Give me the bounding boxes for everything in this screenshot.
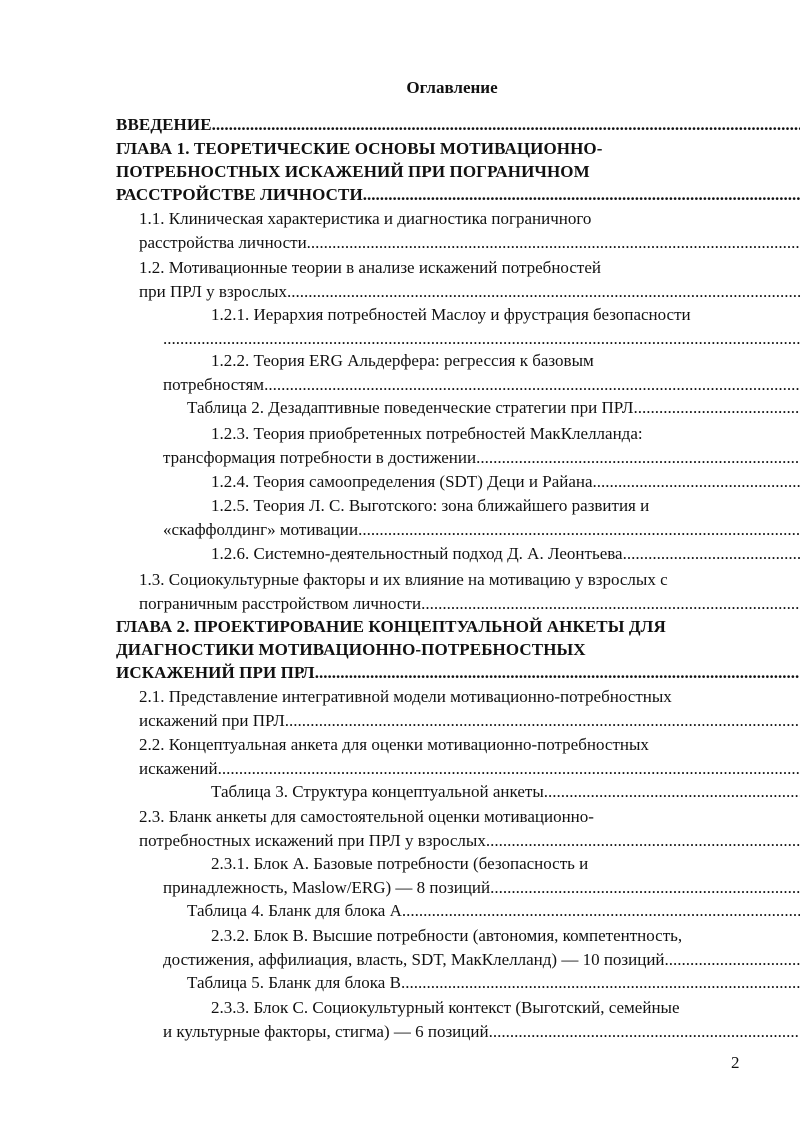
toc-entry-text: расстройства личности: [139, 233, 307, 252]
toc-entry-text: Таблица 3. Структура концептуальной анкеты: [211, 782, 544, 801]
toc-entry-last-line[interactable]: [139, 592, 800, 616]
toc-entry-last-line[interactable]: [211, 470, 800, 494]
toc-entry-last-line[interactable]: [163, 1020, 800, 1044]
toc-entry-text: 1.2. Мотивационные теории в анализе искажений потребностей: [139, 258, 601, 277]
toc-entry-line[interactable]: [116, 160, 800, 184]
toc-entry-text: 2.3.3. Блок С. Социокультурный контекст (Выготский, семейные: [211, 998, 680, 1017]
toc-entry-line[interactable]: [211, 494, 800, 518]
toc-entry-text: 2.1. Представление интегративной модели мотивационно-потребностных: [139, 687, 672, 706]
toc-entry-line[interactable]: [139, 805, 800, 829]
toc-entry-last-line[interactable]: [163, 948, 800, 972]
toc-entry-text: потребностям: [163, 375, 265, 394]
toc-entry-last-line[interactable]: [163, 373, 800, 397]
toc-entry-last-line[interactable]: [116, 183, 800, 207]
toc-entry-text: ГЛАВА 2. ПРОЕКТИРОВАНИЕ КОНЦЕПТУАЛЬНОЙ АНКЕТЫ ДЛЯ: [116, 617, 666, 636]
toc-entry-text: 2.3. Бланк анкеты для самостоятельной оценки мотивационно-: [139, 807, 594, 826]
toc-entry-last-line[interactable]: [187, 971, 800, 995]
toc-entry-line[interactable]: [139, 256, 800, 280]
toc-entry-last-line[interactable]: [163, 876, 800, 900]
toc-entry-last-line[interactable]: [163, 327, 800, 351]
toc-entry-line[interactable]: [211, 349, 800, 373]
toc-entry-line[interactable]: [139, 207, 800, 231]
toc-entry-text: искажений: [139, 759, 218, 778]
toc-entry-last-line[interactable]: [163, 518, 800, 542]
toc-entry-last-line[interactable]: [163, 446, 800, 470]
toc-entry-last-line[interactable]: [139, 280, 800, 304]
toc-entry-text: 1.1. Клиническая характеристика и диагностика пограничного: [139, 209, 592, 228]
toc-title: Оглавление: [406, 78, 498, 97]
toc-entry-text: 1.2.1. Иерархия потребностей Маслоу и фрустрация безопасности: [211, 305, 691, 324]
toc-entry-last-line[interactable]: [187, 899, 800, 923]
toc-entry-line[interactable]: [139, 568, 800, 592]
toc-entry-line[interactable]: [139, 685, 800, 709]
toc-entry-line[interactable]: [116, 615, 800, 639]
toc-entry-text: Таблица 2. Дезадаптивные поведенческие стратегии при ПРЛ: [187, 398, 634, 417]
toc-entry-last-line[interactable]: [187, 396, 800, 420]
toc-entry-last-line[interactable]: [139, 757, 800, 781]
toc-entry-line[interactable]: [211, 996, 800, 1020]
toc-entry-text: ВВЕДЕНИЕ: [116, 115, 212, 134]
page-number: 2: [731, 1053, 740, 1072]
toc-entry-text: 1.2.2. Теория ERG Альдерфера: регрессия к базовым: [211, 351, 594, 370]
toc-entry-text: потребностных искажений при ПРЛ у взрослых: [139, 831, 486, 850]
toc-entry-text: 1.2.3. Теория приобретенных потребностей МакКлелланда:: [211, 424, 643, 443]
toc-entry-text: ГЛАВА 1. ТЕОРЕТИЧЕСКИЕ ОСНОВЫ МОТИВАЦИОННО-: [116, 139, 603, 158]
toc-entry-text: принадлежность, Maslow/ERG) — 8 позиций: [163, 878, 491, 897]
toc-entry-text: 1.2.5. Теория Л. С. Выготского: зона ближайшего развития и: [211, 496, 650, 515]
toc-entry-text: пограничным расстройством личности: [139, 594, 422, 613]
toc-entry-line[interactable]: [116, 137, 800, 161]
toc-entry-last-line[interactable]: [211, 542, 800, 566]
toc-entry-line[interactable]: [116, 638, 800, 662]
toc-entry-line[interactable]: [211, 422, 800, 446]
toc-entry-last-line[interactable]: [116, 661, 800, 685]
toc-entry-text: 1.2.6. Системно-деятельностный подход Д. А. Леонтьева: [211, 544, 623, 563]
toc-entry-last-line[interactable]: [116, 113, 800, 137]
toc-entry-text: искажений при ПРЛ: [139, 711, 285, 730]
toc-entry-text: ПОТРЕБНОСТНЫХ ИСКАЖЕНИЙ ПРИ ПОГРАНИЧНОМ: [116, 162, 590, 181]
toc-entry-text: 1.3. Социокультурные факторы и их влияние на мотивацию у взрослых с: [139, 570, 668, 589]
toc-entry-text: Таблица 5. Бланк для блока В: [187, 973, 401, 992]
toc-entry-text: РАССТРОЙСТВЕ ЛИЧНОСТИ: [116, 185, 363, 204]
toc-entry-last-line[interactable]: [211, 780, 800, 804]
toc-entry-text: и культурные факторы, стигма) — 6 позиций: [163, 1022, 489, 1041]
toc-entry-line[interactable]: [211, 852, 800, 876]
toc-entry-last-line[interactable]: [139, 829, 800, 853]
toc-entry-text: 2.2. Концептуальная анкета для оценки мотивационно-потребностных: [139, 735, 649, 754]
toc-entry-line[interactable]: [139, 733, 800, 757]
toc-entry-line[interactable]: [211, 924, 800, 948]
toc-entry-last-line[interactable]: [139, 709, 800, 733]
toc-entry-text: ДИАГНОСТИКИ МОТИВАЦИОННО-ПОТРЕБНОСТНЫХ: [116, 640, 586, 659]
toc-entry-text: «скаффолдинг» мотивации: [163, 520, 359, 539]
toc-entry-text: 1.2.4. Теория самоопределения (SDT) Деци и Райана: [211, 472, 593, 491]
toc-entry-last-line[interactable]: [139, 231, 800, 255]
toc-entry-text: при ПРЛ у взрослых: [139, 282, 288, 301]
toc-entry-text: Таблица 4. Бланк для блока А: [187, 901, 402, 920]
toc-entry-text: 2.3.2. Блок В. Высшие потребности (автономия, компетентность,: [211, 926, 683, 945]
toc-entry-text: достижения, аффилиация, власть, SDT, МакКлелланд) — 10 позиций: [163, 950, 665, 969]
toc-entry-line[interactable]: [211, 303, 800, 327]
toc-entry-text: 2.3.1. Блок А. Базовые потребности (безопасность и: [211, 854, 589, 873]
toc-entry-text: ИСКАЖЕНИЙ ПРИ ПРЛ: [116, 663, 315, 682]
toc-entry-text: трансформация потребности в достижении: [163, 448, 477, 467]
